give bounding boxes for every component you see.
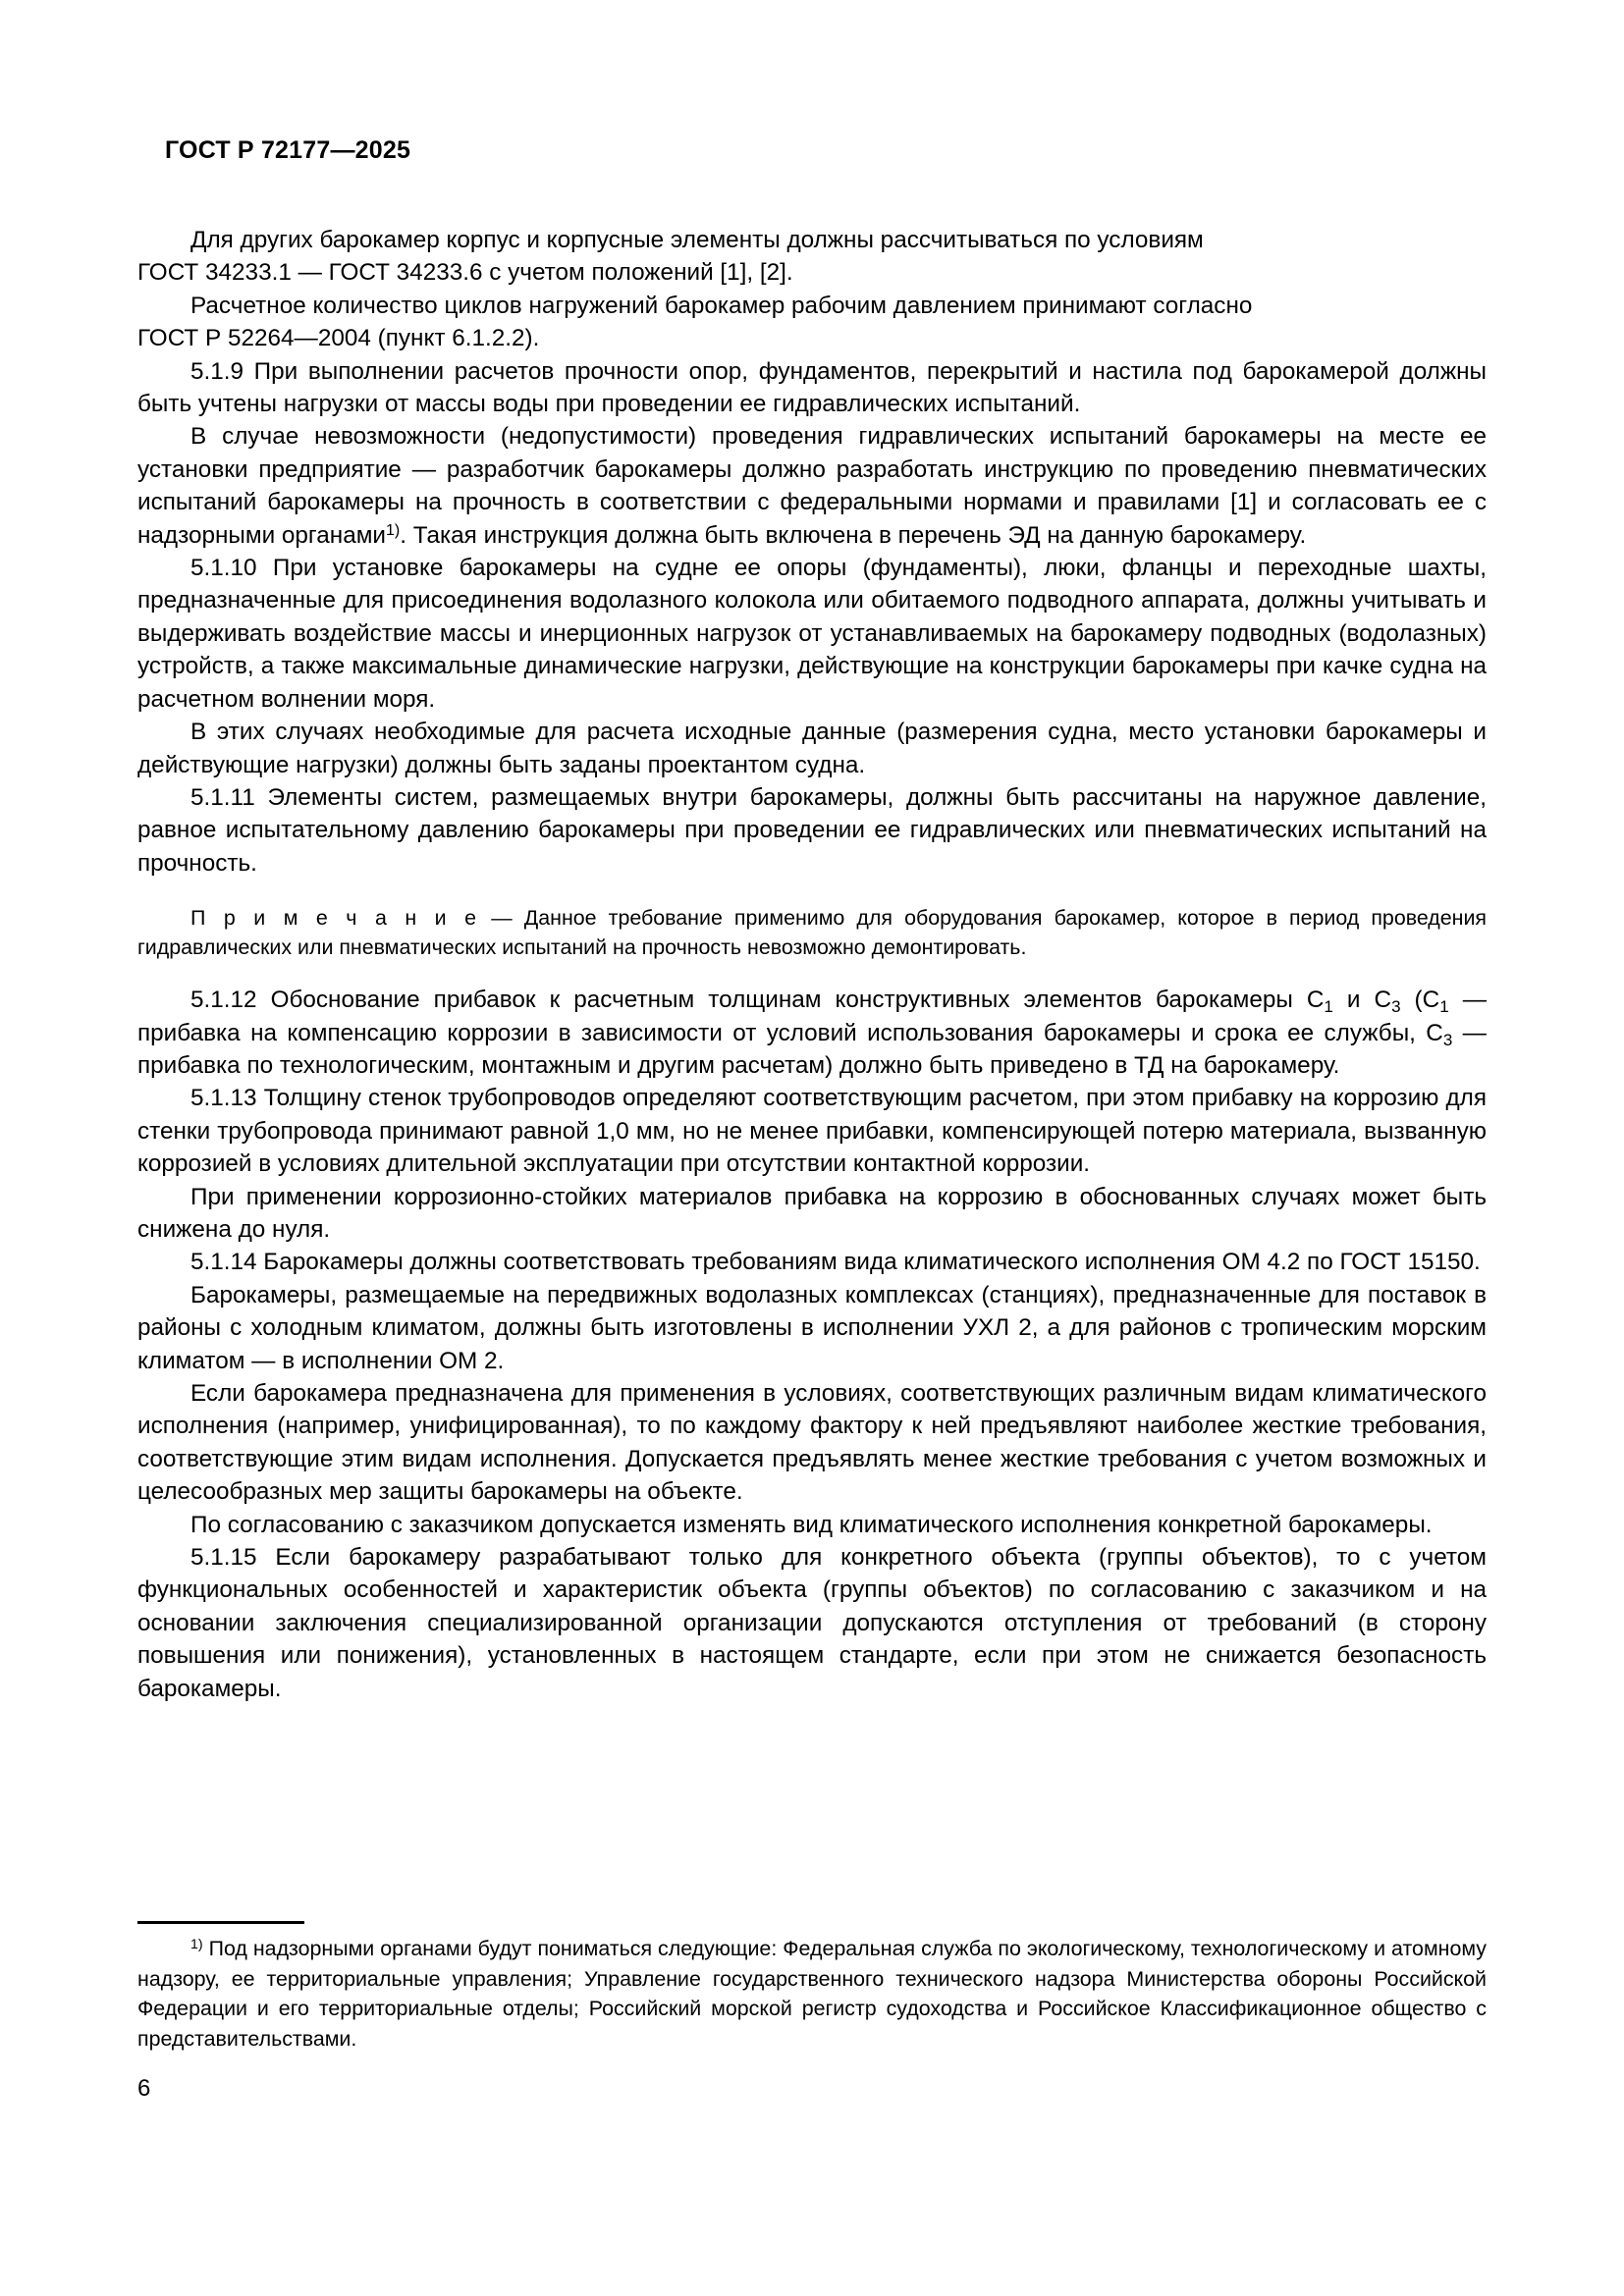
subscript-c3-second: 3 <box>1442 1030 1453 1049</box>
paragraph-text-part1: В случае невозможности (недопустимости) проведения гидравлических испытаний барокамеры на месте ее установки предприятие — разработчик барокамеры должно разработать инструкцию по проведению пневматических испытаний барокамеры на прочность в соответствии с федеральными нормами и правилами [1] и согласовать ее с надзорными органами <box>137 423 1487 549</box>
paragraph-text: Для других барокамер корпус и корпусные элементы должны рассчитываться по условиям <box>190 227 1204 253</box>
paragraph-text-part2: . Такая инструкция должна быть включена в перечень ЭД на данную барокамеру. <box>400 521 1307 549</box>
clause-text-part3: (C <box>1400 987 1440 1014</box>
note-text: — Данное требование применимо для оборудования барокамер, которое в период проведения гидравлических или пневматических испытаний на прочность невозможно демонтировать. <box>137 906 1488 960</box>
subscript-c3: 3 <box>1391 996 1401 1016</box>
clause-text-part5: — прибавка по технологическим, монтажным и другим расчетам) должно быть приведено в ТД на барокамеру. <box>137 1019 1487 1079</box>
footnote-reference-marker: 1) <box>385 520 401 539</box>
paragraph-customer-agreement-climate: По согласованию с заказчиком допускается изменять вид климатического исполнения конкретной барокамеры. <box>190 1511 1433 1538</box>
paragraph-pneumatic-test-instruction <box>137 420 1487 552</box>
clause-text-part1: 5.1.12 Обоснование прибавок к расчетным толщинам конструктивных элементов барокамеры C <box>190 987 1325 1014</box>
footnote-marker: 1) <box>190 1935 203 1951</box>
paragraph-corrosion-resistant-materials: При применении коррозионно-стойких материалов прибавка на коррозию в обоснованных случаях может быть снижена до нуля. <box>137 1183 1487 1243</box>
note-block <box>137 903 1487 962</box>
clause-text-part2: и C <box>1332 987 1392 1014</box>
note-label: П р и м е ч а н и е <box>190 906 480 931</box>
subscript-c1: 1 <box>1324 996 1333 1016</box>
clause-text-part4: — прибавка на компенсацию коррозии в зависимости от условий использования барокамеры и срока ее службы, C <box>137 987 1487 1046</box>
clause-5-1-12 <box>137 984 1487 1082</box>
paragraph-text: Расчетное количество циклов нагружений барокамер рабочим давлением принимают согласно <box>190 292 1253 319</box>
paragraph-unified-climatic-versions: Если барокамера предназначена для применения в условиях, соответствующих различным видам климатического исполнения (например, унифицированная), то по каждому фактору к ней предъявляют наиболее жесткие требования, соответствующие этим видам исполнения. Допускается предъявлять менее жесткие требования с учетом возможных и целесообразных мер защиты барокамеры на объекте. <box>137 1380 1487 1506</box>
paragraph-mobile-diving-complexes: Барокамеры, размещаемые на передвижных водолазных комплексах (станциях), предназначенные для поставок в районы с холодным климатом, должны быть изготовлены в исполнении УХЛ 2, а для районов с тропическим морским климатом — в исполнении ОМ 2. <box>137 1281 1487 1374</box>
footnote-paragraph <box>137 1934 1487 2054</box>
paragraph-other-chambers <box>137 224 1487 290</box>
clause-5-1-14: 5.1.14 Барокамеры должны соответствовать требованиям вида климатического исполнения ОМ 4.2 по ГОСТ 15150. <box>190 1249 1481 1276</box>
clause-5-1-15: 5.1.15 Если барокамеру разрабатывают только для конкретного объекта (группы объектов), то с учетом функциональных особенностей и характеристик объекта (группы объектов) по согласованию с заказчиком и на основании заключения специализированной организации допускаются отступления от требований (в сторону повышения или понижения), установленных в настоящем стандарте, если при этом не снижается безопасность барокамеры. <box>137 1544 1487 1702</box>
clause-5-1-11: 5.1.11 Элементы систем, размещаемых внутри барокамеры, должны быть рассчитаны на наружное давление, равное испытательному давлению барокамеры при проведении ее гидравлических или пневматических испытаний на прочность. <box>137 783 1487 877</box>
paragraph-text-line2: ГОСТ 34233.1 — ГОСТ 34233.6 с учетом положений [1], [2]. <box>137 259 793 287</box>
paragraph-text-line2: ГОСТ Р 52264—2004 (пункт 6.1.2.2). <box>137 325 540 352</box>
footnote-body-text: Под надзорными органами будут пониматься следующие: Федеральная служба по экологическому, технологическому и атомному надзору, ее территориальные управления; Управление государственного технического надзора Министерства обороны Российской Федерации и его территориальные отделы; Российский морской регистр судоходства и Российское Классификационное общество с представительствами. <box>137 1937 1487 2051</box>
clause-5-1-10: 5.1.10 При установке барокамеры на судне ее опоры (фундаменты), люки, фланцы и переходные шахты, предназначенные для присоединения водолазного колокола или обитаемого подводного аппарата, должны учитывать и выдерживать воздействие массы и инерционных нагрузок от устанавливаемых на барокамеру подводных (водолазных) устройств, а также максимальные динамические нагрузки, действующие на конструкции барокамеры при качке судна на расчетном волнении моря. <box>137 555 1487 713</box>
main-text-column <box>137 224 1487 1705</box>
page-header-standard-number: ГОСТ Р 72177—2025 <box>165 136 411 164</box>
clause-5-1-13: 5.1.13 Толщину стенок трубопроводов определяют соответствующим расчетом, при этом прибавку на коррозию для стенки трубопровода принимают равной 1,0 мм, но не менее прибавки, компенсирующей потерю материала, вызванную коррозией в условиях длительной эксплуатации при отсутствии контактной коррозии. <box>137 1085 1487 1178</box>
note-paragraph <box>137 903 1487 962</box>
subscript-c1-second: 1 <box>1439 996 1449 1016</box>
paragraph-ship-design-data: В этих случаях необходимые для расчета исходные данные (размерения судна, место установки барокамеры и действующие нагрузки) должны быть заданы проектантом судна. <box>137 719 1487 778</box>
footnote-area <box>137 1921 1487 2054</box>
clause-5-1-9: 5.1.9 При выполнении расчетов прочности опор, фундаментов, перекрытий и настила под барокамерой должны быть учтены нагрузки от массы воды при проведении ее гидравлических испытаний. <box>137 357 1487 418</box>
paragraph-load-cycles <box>137 290 1487 355</box>
footnote-separator-rule <box>137 1921 304 1924</box>
page-number: 6 <box>137 2075 151 2102</box>
